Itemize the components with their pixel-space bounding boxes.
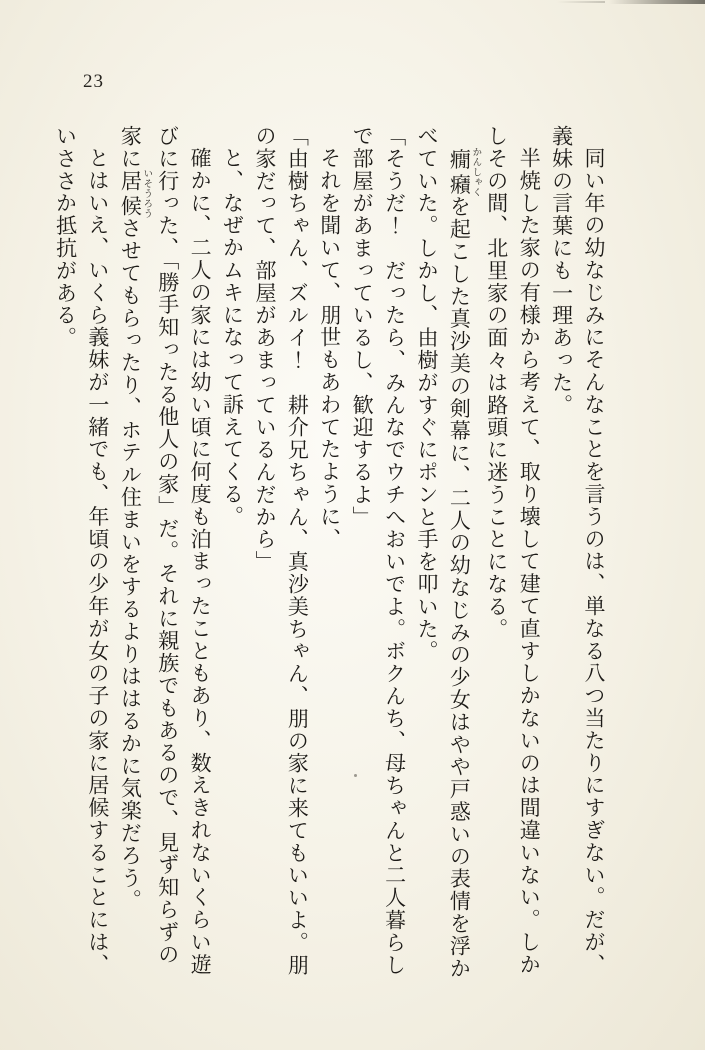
text-line: 義妹の言葉にも一理あった。: [549, 125, 574, 417]
text-line: で部屋があまっているし、歓迎するよ」: [350, 125, 375, 529]
page-number: 23: [83, 71, 104, 92]
text-line: 「そうだ！ だったら、みんなでウチへおいでよ。ボクんち、母ちゃんと二人暮らし: [382, 125, 407, 977]
text-line: 癇癪 かんしゃくを起こした真沙美の剣幕に、二人の幼なじみの少女はやや戸惑いの表情を浮か: [447, 147, 481, 981]
text-line: とはいえ、いくら義妹が一緒でも、年頃の少年が女の子の家に居候することには、: [85, 147, 110, 977]
text-line: 確かに、二人の家には幼い頃に何度も泊まったこともあり、数えきれないくらい遊: [188, 147, 213, 977]
scan-artifact-top-edge: [609, 0, 705, 4]
text-line: べていた。しかし、由樹がすぐにポンと手を叩いた。: [414, 125, 439, 663]
text-line: いささか抵抗がある。: [53, 125, 78, 349]
text-line: 半焼した家の有様から考えて、取り壊して建て直すしかないのは間違いない。しか: [517, 147, 542, 977]
text-line: 同い年の幼なじみにそんなことを言うのは、単なる八つ当たりにすぎない。だが、: [582, 147, 606, 977]
ruby-annotated-word: 居候 いそうろう: [118, 168, 152, 219]
furigana: いそうろう: [141, 168, 152, 219]
furigana: かんしゃく: [470, 147, 481, 198]
scan-artifact-streak: [557, 1, 605, 3]
text-line: 家に居候 いそうろうさせてもらったり、ホテル住まいをするよりははるかに気楽だろう。: [118, 125, 152, 912]
text-line: と、なぜかムキになって訴えてくる。: [220, 147, 245, 529]
text-block: [53, 125, 610, 1020]
ruby-annotated-word: 癇癪 かんしゃく: [447, 147, 481, 198]
text-line: それを聞いて、朋世もあわてたように、: [317, 147, 342, 551]
text-line: しその間、北里家の面々は路頭に迷うことになる。: [484, 125, 509, 641]
text-line: 「由樹ちゃん、ズルイ！ 耕介兄ちゃん、真沙美ちゃん、朋の家に来てもいいよ。朋: [285, 125, 310, 977]
text-line: の家だって、部屋があまっているんだから」: [252, 125, 277, 573]
text-line: びに行った、「勝手知ったる他人の家」だ。それに親族でもあるので、見ず知らずの: [155, 125, 180, 966]
